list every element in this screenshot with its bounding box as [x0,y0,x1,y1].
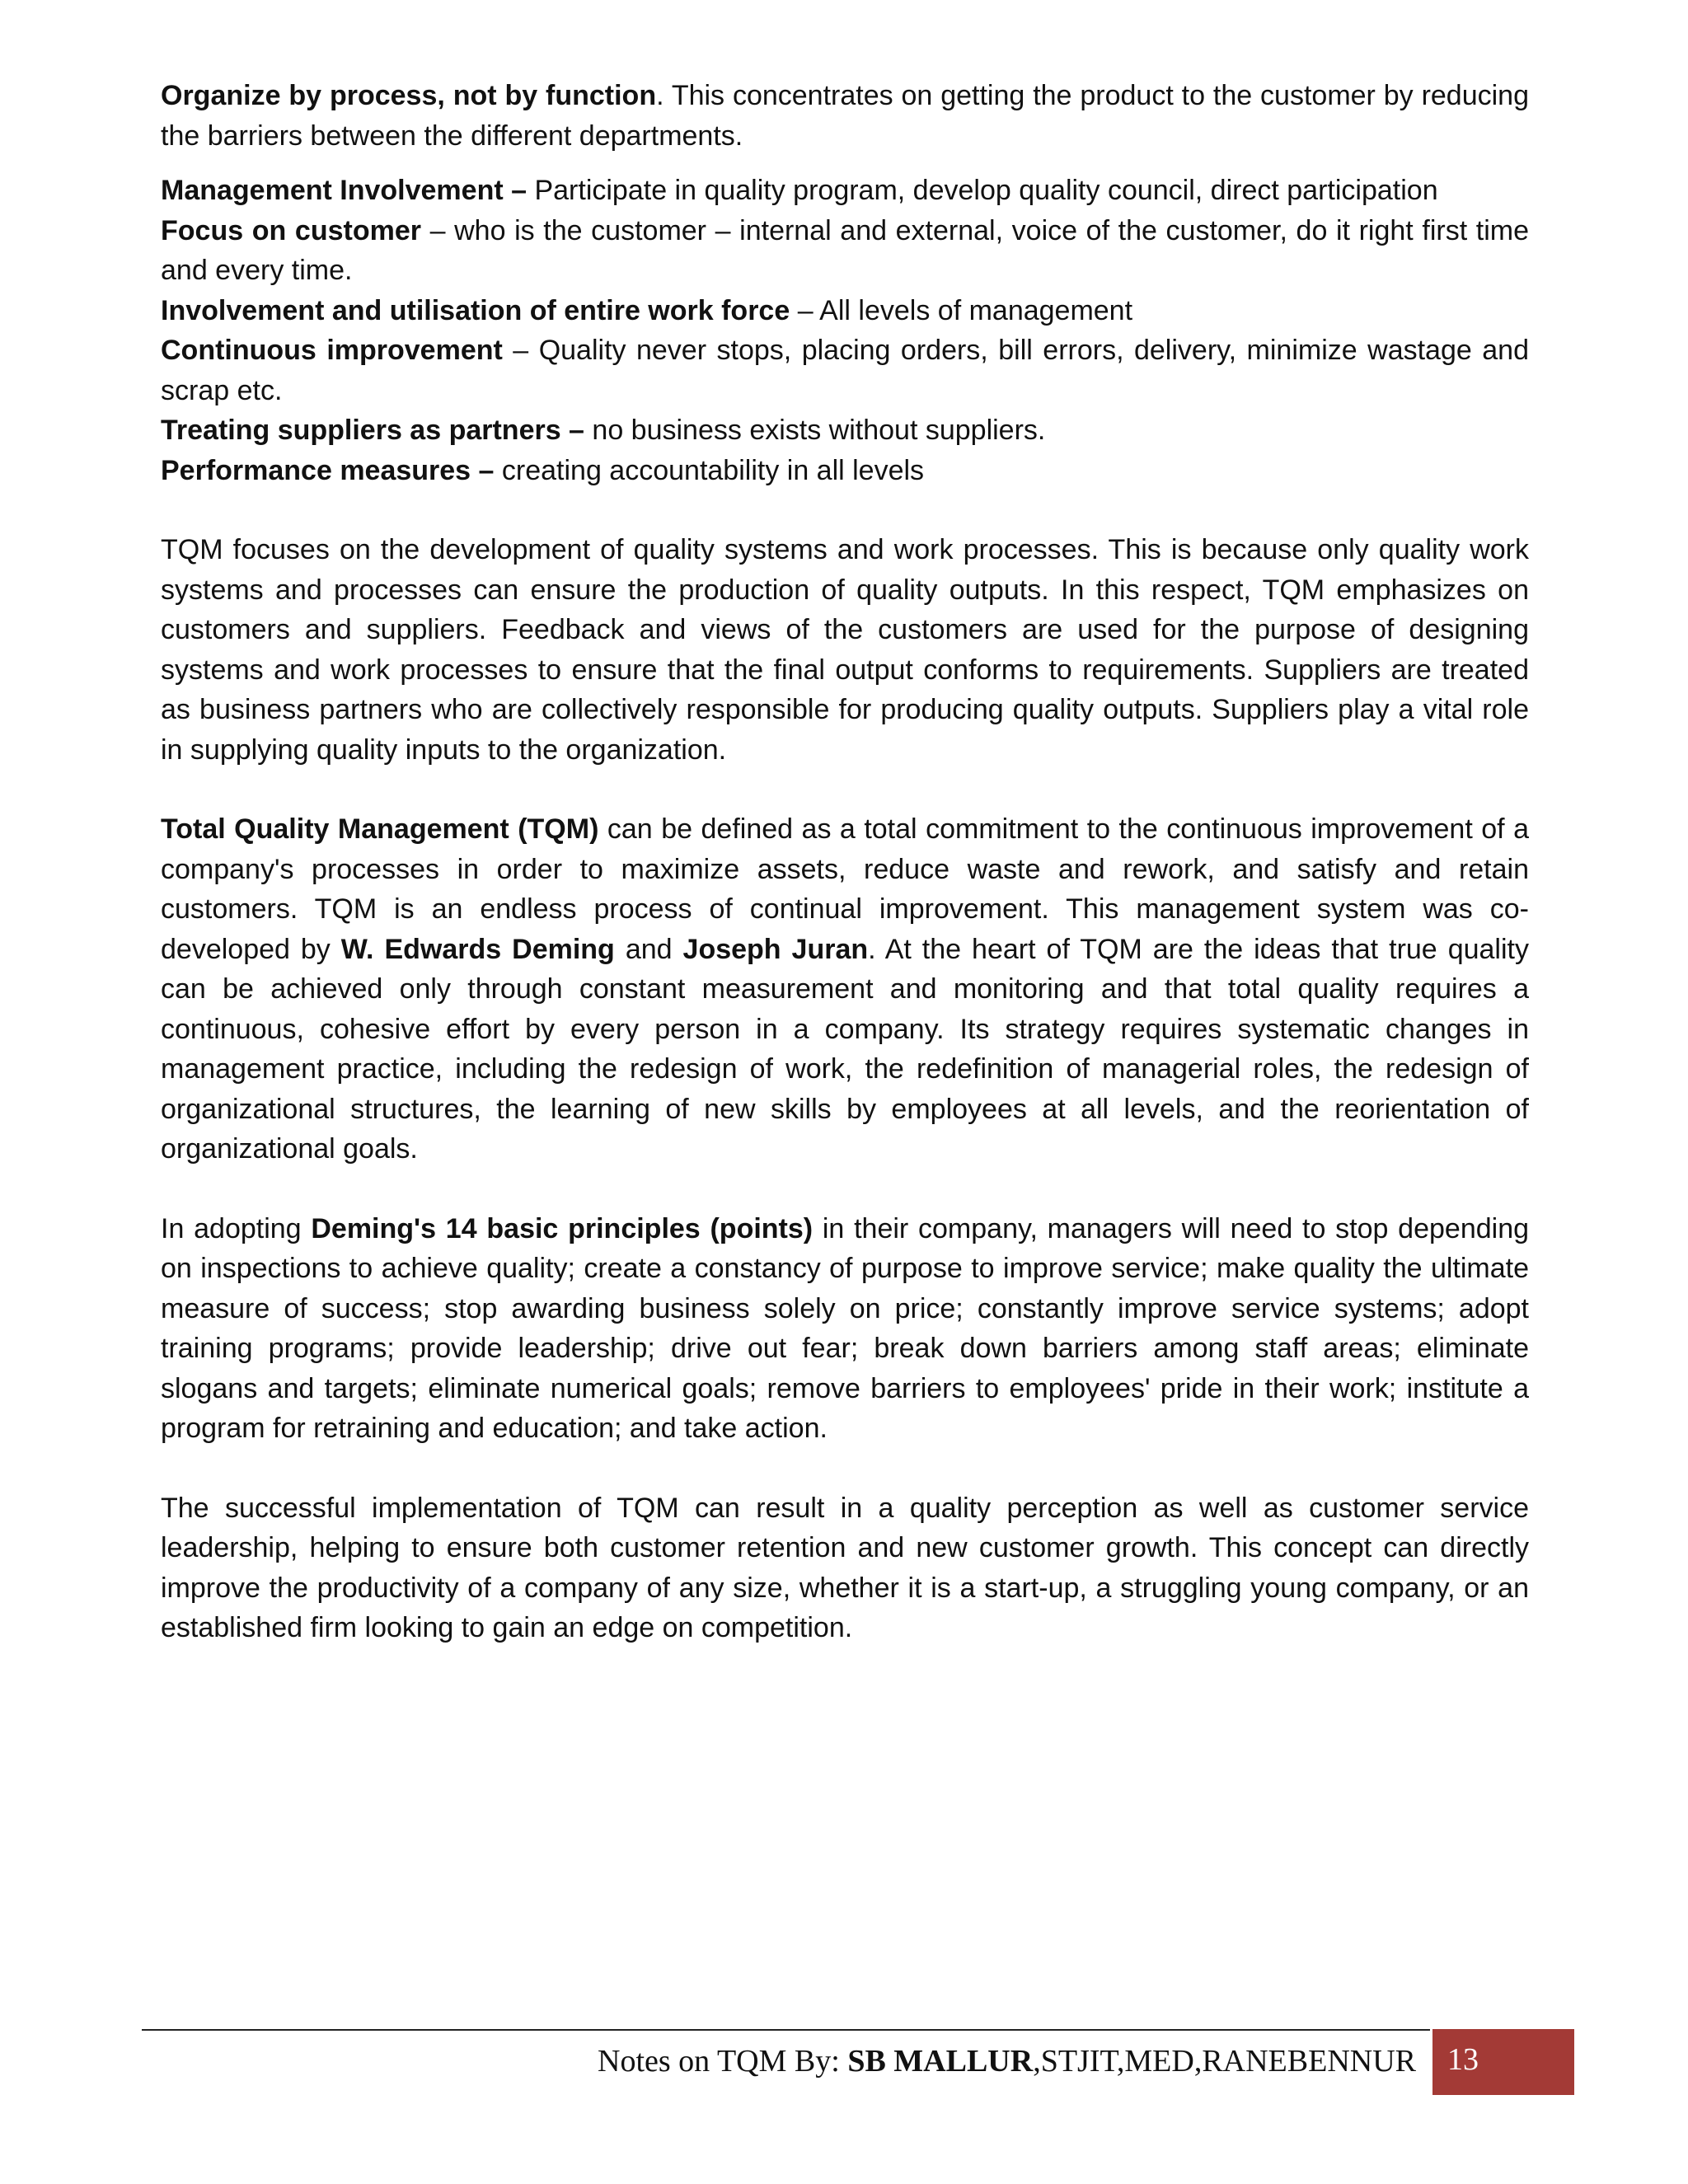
paragraph-text: – Quality never stops, placing orders, bill errors, delivery, minimize wastage and scrap etc. [161,335,1529,406]
bold-term: Focus on customer [161,214,421,246]
paragraph-management-involvement [161,171,1529,211]
page-number-box [1432,2029,1574,2095]
footer-prefix: Notes on TQM By: [598,2044,848,2079]
paragraph-text: Participate in quality program, develop quality council, direct participation [527,175,1438,206]
paragraph-focus-on-customer [161,211,1529,291]
bold-term: Organize by process, not by function [161,80,657,111]
paragraph-text: The successful implementation of TQM can result in a quality perception as well as customer service leadership, helping to ensure both customer retention and new customer growth. This concept can directly improve the productivity of a company of any size, whether it is a start-up, a struggling young company, or an established firm looking to gain an edge on competition. [161,1492,1529,1643]
paragraph-text: and [614,933,683,965]
bold-term: Total Quality Management (TQM) [161,813,599,845]
paragraph-text: TQM focuses on the development of quality systems and work processes. This is because only quality work systems and processes can ensure the production of quality outputs. In this respect, TQM emphasizes on customers and suppliers. Feedback and views of the customers are used for the purpose of designing systems and work processes to ensure that the final output conforms to requirements. Suppliers are treated as business partners who are collectively responsible for producing quality outputs. Suppliers play a vital role in supplying quality inputs to the organization. [161,534,1529,766]
paragraph-text: In adopting [161,1212,312,1244]
paragraph-text: creating accountability in all levels [494,454,925,486]
bold-term: Deming's 14 basic principles (points) [311,1212,814,1244]
paragraph-text: can be defined as a total commitment to the continuous improvement of a company's processes in order to maximize assets, reduce waste and rework, and satisfy and retain customers. TQM is an endless process of continual improvement. This management system was co-developed by [161,813,1529,965]
bold-term: Management Involvement – [161,175,528,206]
footer-credit [598,2041,1416,2082]
page-number: 13 [1447,2042,1479,2077]
bold-term: Continuous improvement [161,335,503,366]
paragraph-text: no business exists without suppliers. [584,415,1046,446]
paragraph-deming-principles [161,1209,1529,1449]
paragraph-text: . This concentrates on getting the product to the customer by reducing the barriers between the different departments. [161,80,1529,152]
page-body [161,76,1529,1648]
paragraph-suppliers-as-partners [161,410,1529,451]
paragraph-performance-measures [161,451,1529,491]
paragraph-text: – who is the customer – internal and external, voice of the customer, do it right first time and every time. [161,214,1529,286]
paragraph-tqm-focus [161,530,1529,770]
footer-suffix: ,STJIT,MED,RANEBENNUR [1033,2044,1416,2079]
bold-term: Performance measures – [161,454,495,486]
bold-name-deming: W. Edwards Deming [340,933,615,965]
paragraph-successful-implementation [161,1488,1529,1648]
paragraph-organize-by-process [161,76,1529,156]
paragraph-workforce-involvement [161,291,1529,331]
paragraph-text: . At the heart of TQM are the ideas that true quality can be achieved only through constant measurement and monitoring and that total quality requires a continuous, cohesive effort by every person in a company. Its strategy requires systematic changes in management practice, including the redesign of work, the redefinition of managerial roles, the redesign of organizational structures, the learning of new skills by employees at all levels, and the reorientation of organizational goals. [161,933,1529,1165]
paragraph-tqm-definition [161,809,1529,1169]
footer-divider [142,2029,1430,2031]
footer-author: SB MALLUR [847,2044,1034,2079]
paragraph-continuous-improvement [161,330,1529,410]
paragraph-text: – All levels of management [790,294,1133,326]
bold-term: Treating suppliers as partners – [161,415,584,446]
paragraph-text: in their company, managers will need to stop depending on inspections to achieve quality; create a constancy of purpose to improve service; make quality the ultimate measure of success; stop awarding business solely on price; constantly improve service systems; adopt training programs; provide leadership; drive out fear; break down barriers among staff areas; eliminate slogans and targets; eliminate numerical goals; remove barriers to employees' pride in their work; institute a program for retraining and education; and take action. [161,1212,1530,1444]
bold-name-juran: Joseph Juran [682,933,869,965]
bold-term: Involvement and utilisation of entire work force [161,294,790,326]
